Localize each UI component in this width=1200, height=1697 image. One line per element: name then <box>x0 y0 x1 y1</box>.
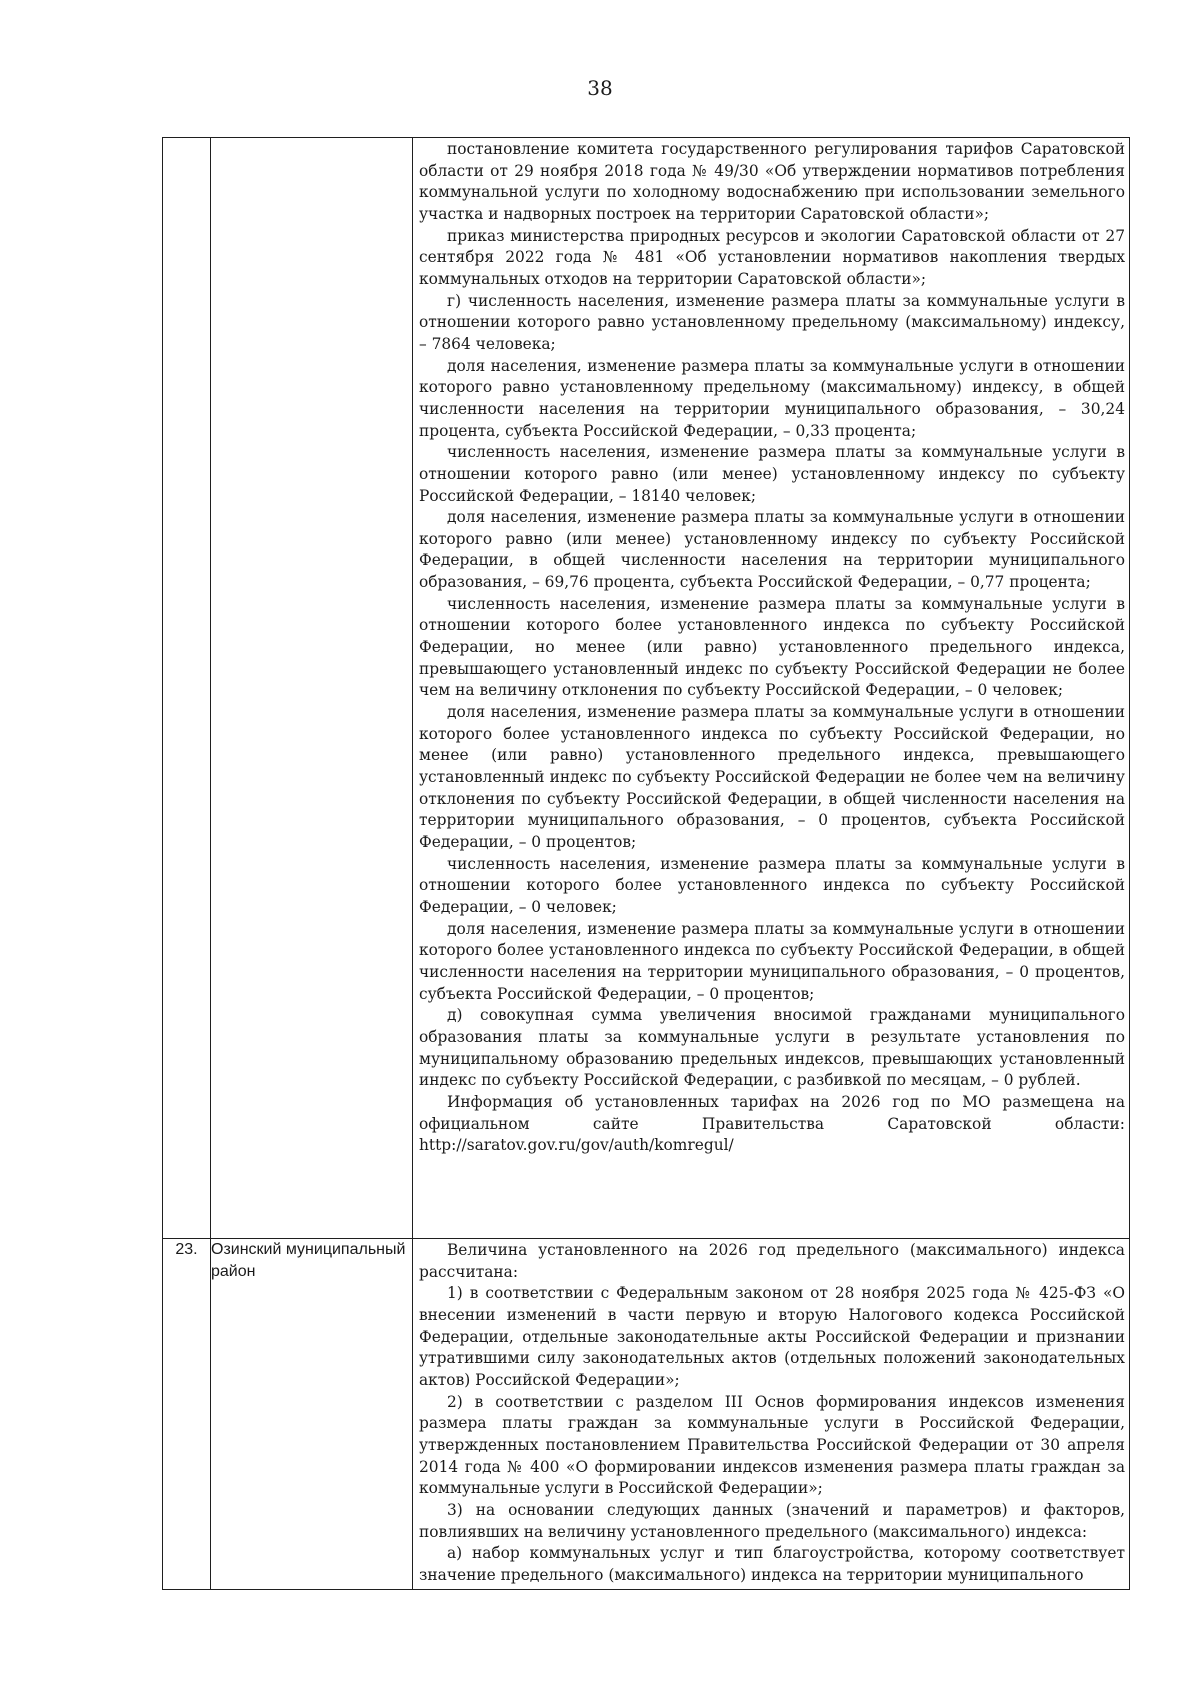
row-number-cell: 23. <box>163 1239 211 1590</box>
tariff-info-paragraph: Информация об установленных тарифах на 2026 год по МО размещена на официальном сайте Правительства Саратовской области: http://saratov.gov.ru/gov/auth/komregul/ <box>419 1092 1125 1155</box>
paragraph: д) совокупная сумма увеличения вносимой гражданами муниципального образования платы за коммунальные услуги в результате установления по муниципальному образованию предельных индексов, превышающих установленный индекс по субъекту Российской Федерации, с разбивкой по месяцам, – 0 рублей. <box>419 1006 1125 1090</box>
page-number: 38 <box>587 76 613 100</box>
paragraph: 2) в соответствии с разделом III Основ формирования индексов изменения размера платы граждан за коммунальные услуги в Российской Федерации, утвержденных постановлением Правительства Российской Федерации от 30 апреля 2014 года № 400 «О формировании индексов изменения размера платы граждан за коммунальные услуги в Российской Федерации»; <box>419 1392 1125 1498</box>
paragraph: а) набор коммунальных услуг и тип благоустройства, которому соответствует значение предельного (максимального) индекса на территории муниципального <box>419 1544 1125 1584</box>
paragraph: численность населения, изменение размера платы за коммунальные услуги в отношении которого более установленного индекса по субъекту Российской Федерации, – 0 человек; <box>419 854 1125 916</box>
paragraph: доля населения, изменение размера платы за коммунальные услуги в отношении которого равно (или менее) установленному индексу по субъекту Российской Федерации, в общей численности населения на территории муниципального образования, – 69,76 процента, субъекта Российской Федерации, – 0,77 процента; <box>419 508 1125 592</box>
paragraph: численность населения, изменение размера платы за коммунальные услуги в отношении которого равно (или менее) установленному индексу по субъекту Российской Федерации, – 18140 человек; <box>419 443 1125 505</box>
description-cell <box>413 138 1130 1239</box>
table-row <box>163 138 1130 1239</box>
paragraph: 1) в соответствии с Федеральным законом от 28 ноября 2025 года № 425-ФЗ «О внесении изменений в части первую и вторую Налогового кодекса Российской Федерации, отдельные законодательные акты Российской Федерации и признании утратившими силу законодательных актов (отдельных положений законодательных актов) Российской Федерации»; <box>419 1284 1125 1389</box>
paragraph: постановление комитета государственного регулирования тарифов Саратовской области от 29 ноября 2018 года № 49/30 «Об утверждении нормативов потребления коммунальной услуги по холодному водоснабжению при использовании земельного участка и надворных построек на территории Саратовской области»; <box>419 140 1125 223</box>
municipal-index-table <box>162 137 1130 1590</box>
municipality-name-cell <box>211 138 413 1239</box>
row-number-cell <box>163 138 211 1239</box>
description-cell <box>413 1239 1130 1590</box>
paragraph: доля населения, изменение размера платы за коммунальные услуги в отношении которого равно установленному предельному (максимальному) индексу, в общей численности населения на территории муниципального образования, – 30,24 процента, субъекта Российской Федерации, – 0,33 процента; <box>419 356 1125 440</box>
paragraph: 3) на основании следующих данных (значений и параметров) и факторов, повлиявших на величину установленного предельного (максимального) индекса: <box>419 1500 1125 1541</box>
paragraph: г) численность населения, изменение размера платы за коммунальные услуги в отношении которого равно установленному предельному (максимальному) индексу, – 7864 человека; <box>419 291 1125 353</box>
municipality-name-cell: Озинский муниципальный район <box>211 1239 413 1590</box>
table-row <box>163 1239 1130 1590</box>
paragraph: приказ министерства природных ресурсов и экологии Саратовской области от 27 сентября 2022 года № 481 «Об установлении нормативов накопления твердых коммунальных отходов на территории Саратовской области»; <box>419 226 1125 288</box>
paragraph: численность населения, изменение размера платы за коммунальные услуги в отношении которого более установленного индекса по субъекту Российской Федерации, но менее (или равно) установленного предельного индекса, превышающего установленный индекс по субъекту Российской Федерации не более чем на величину отклонения по субъекту Российской Федерации, – 0 человек; <box>419 594 1125 700</box>
paragraph: доля населения, изменение размера платы за коммунальные услуги в отношении которого более установленного индекса по субъекту Российской Федерации, но менее (или равно) установленного предельного индекса, превышающего установленный индекс по субъекту Российской Федерации не более чем на величину отклонения по субъекту Российской Федерации, в общей численности населения на территории муниципального образования, – 0 процентов, субъекта Российской Федерации, – 0 процентов; <box>419 703 1125 851</box>
paragraph: Величина установленного на 2026 год предельного (максимального) индекса рассчитана: <box>419 1241 1125 1281</box>
paragraph: доля населения, изменение размера платы за коммунальные услуги в отношении которого более установленного индекса по субъекту Российской Федерации, в общей численности населения на территории муниципального образования, – 0 процентов, субъекта Российской Федерации, – 0 процентов; <box>419 919 1125 1003</box>
